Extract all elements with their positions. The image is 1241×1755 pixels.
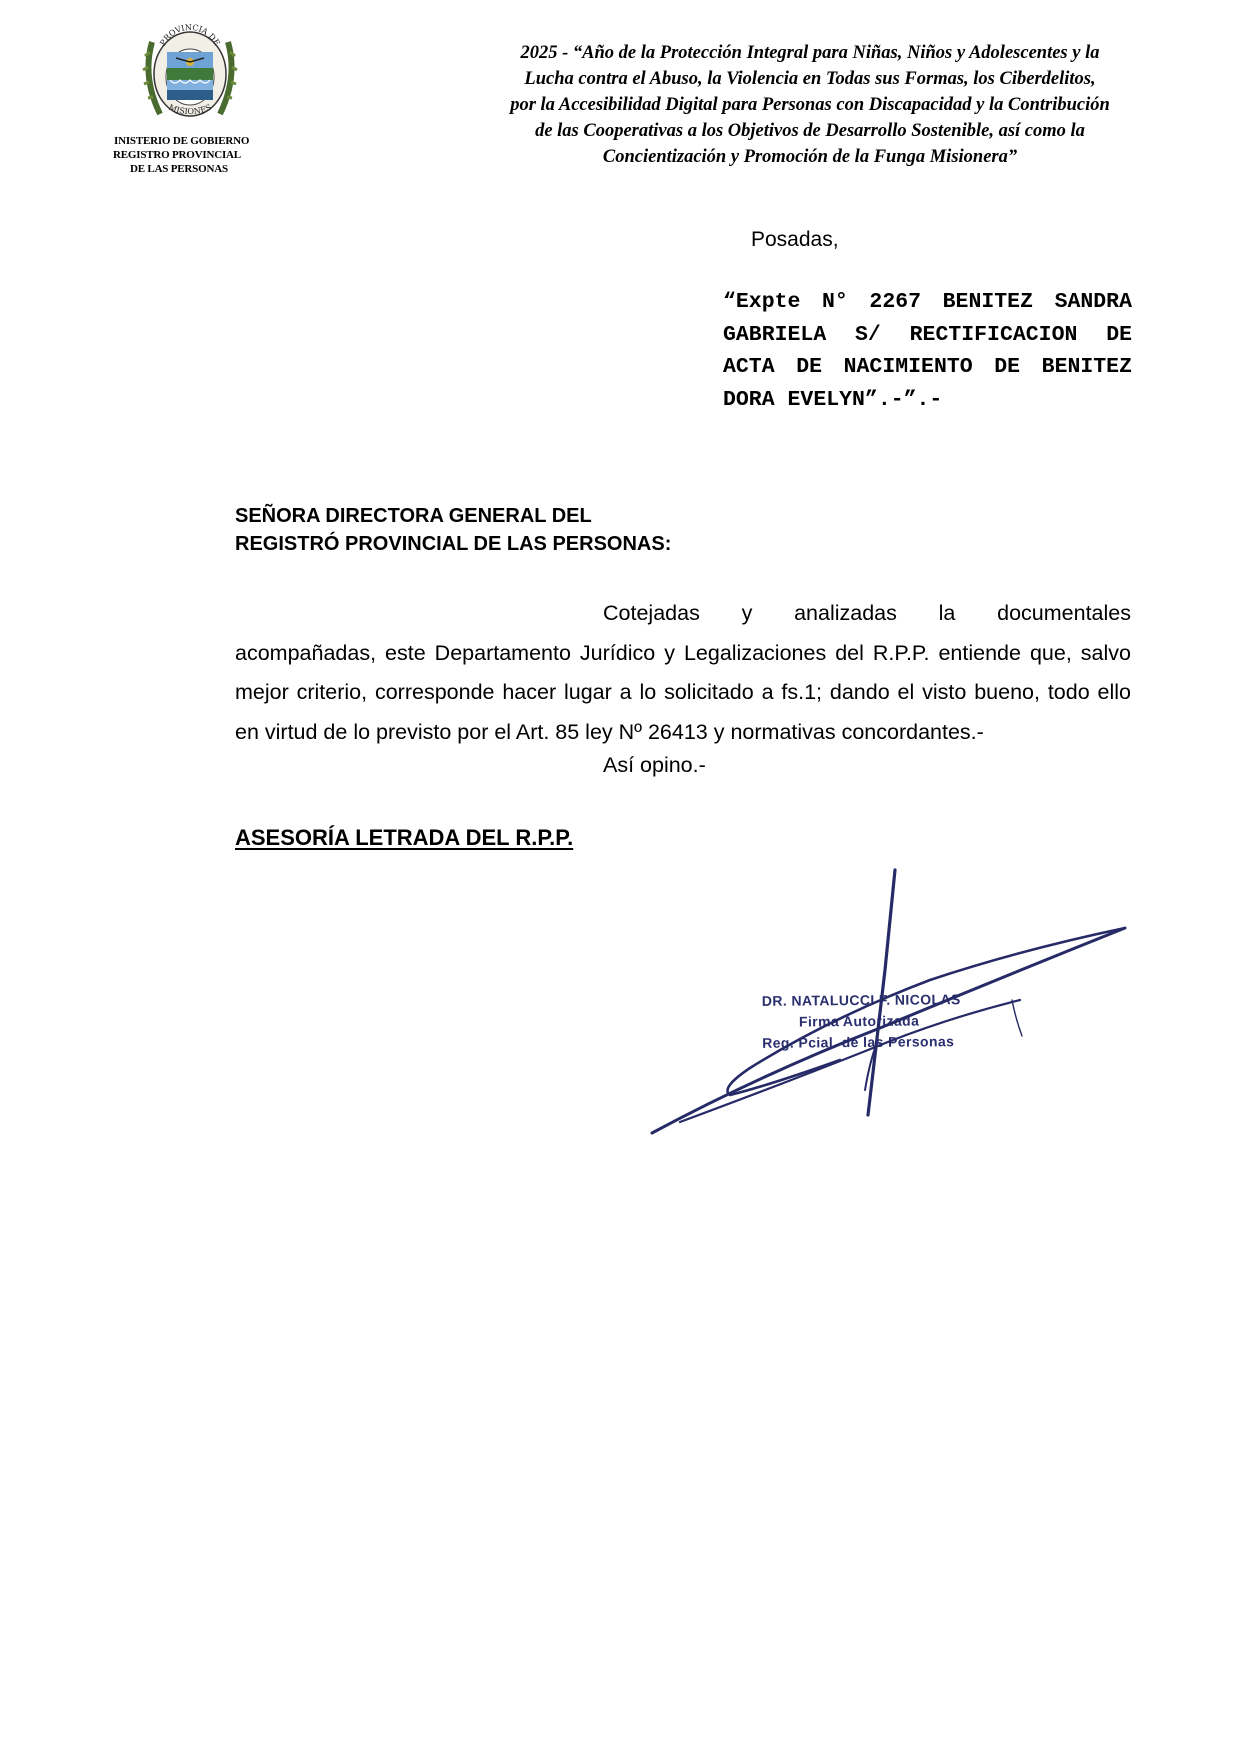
institution-caption xyxy=(110,134,280,176)
office-title: ASESORÍA LETRADA DEL R.P.P. xyxy=(235,825,574,850)
institution-line-3: DE LAS PERSONAS xyxy=(130,163,228,175)
addressee-line-1: SEÑORA DIRECTORA GENERAL DEL xyxy=(235,505,592,527)
year-motto xyxy=(450,40,1170,170)
institution-line-2: REGISTRO PROVINCIAL xyxy=(113,149,241,161)
province-crest-logo xyxy=(140,22,240,122)
motto-line-3: por la Accesibilidad Digital para Personas con Discapacidad y la Contribución xyxy=(510,95,1110,115)
stamp-unit: Reg. Pcial. de las Personas xyxy=(762,1033,955,1051)
motto-line-1: 2025 - “Año de la Protección Integral para Niñas, Niños y Adolescentes y la xyxy=(520,43,1100,63)
city-date-line: Posadas, xyxy=(751,228,839,251)
institution-line-1: INISTERIO DE GOBIERNO xyxy=(114,135,250,147)
motto-line-5: Concientización y Promoción de la Funga Misionera” xyxy=(602,147,1018,167)
crest-text-bottom: MISIONES xyxy=(167,102,213,117)
stamp-role: Firma Autorizada xyxy=(798,1012,920,1030)
handwritten-signature xyxy=(640,860,1140,1140)
addressee-line-2: REGISTRÓ PROVINCIAL DE LAS PERSONAS: xyxy=(235,533,672,555)
motto-line-4: de las Cooperativas a los Objetivos de Desarrollo Sostenible, así como la xyxy=(535,121,1085,141)
crest-text-top: PROVINCIA DE xyxy=(158,22,222,48)
legal-opinion-body: Cotejadas y analizadas la documentales acompañadas, este Departamento Jurídico y Legalizaciones del R.P.P. entiende que, salvo mejor criterio, corresponde hacer lugar a lo solicitado a fs.1; dando el visto bueno, todo ello en virtud de lo previsto por el Art. 85 ley Nº 26413 y normativas concordantes.- xyxy=(235,601,1131,744)
motto-line-2: Lucha contra el Abuso, la Violencia en Todas sus Formas, los Ciberdelitos, xyxy=(524,69,1096,89)
closing-phrase: Así opino.- xyxy=(603,753,706,777)
case-reference: “Expte N° 2267 BENITEZ SANDRA GABRIELA S/ RECTIFICACION DE ACTA DE NACIMIENTO DE BENITEZ DORA EVELYN”.-”.- xyxy=(723,290,1132,412)
stamp-name: DR. NATALUCCI F. NICOLAS xyxy=(761,991,961,1009)
addressee xyxy=(235,502,671,558)
